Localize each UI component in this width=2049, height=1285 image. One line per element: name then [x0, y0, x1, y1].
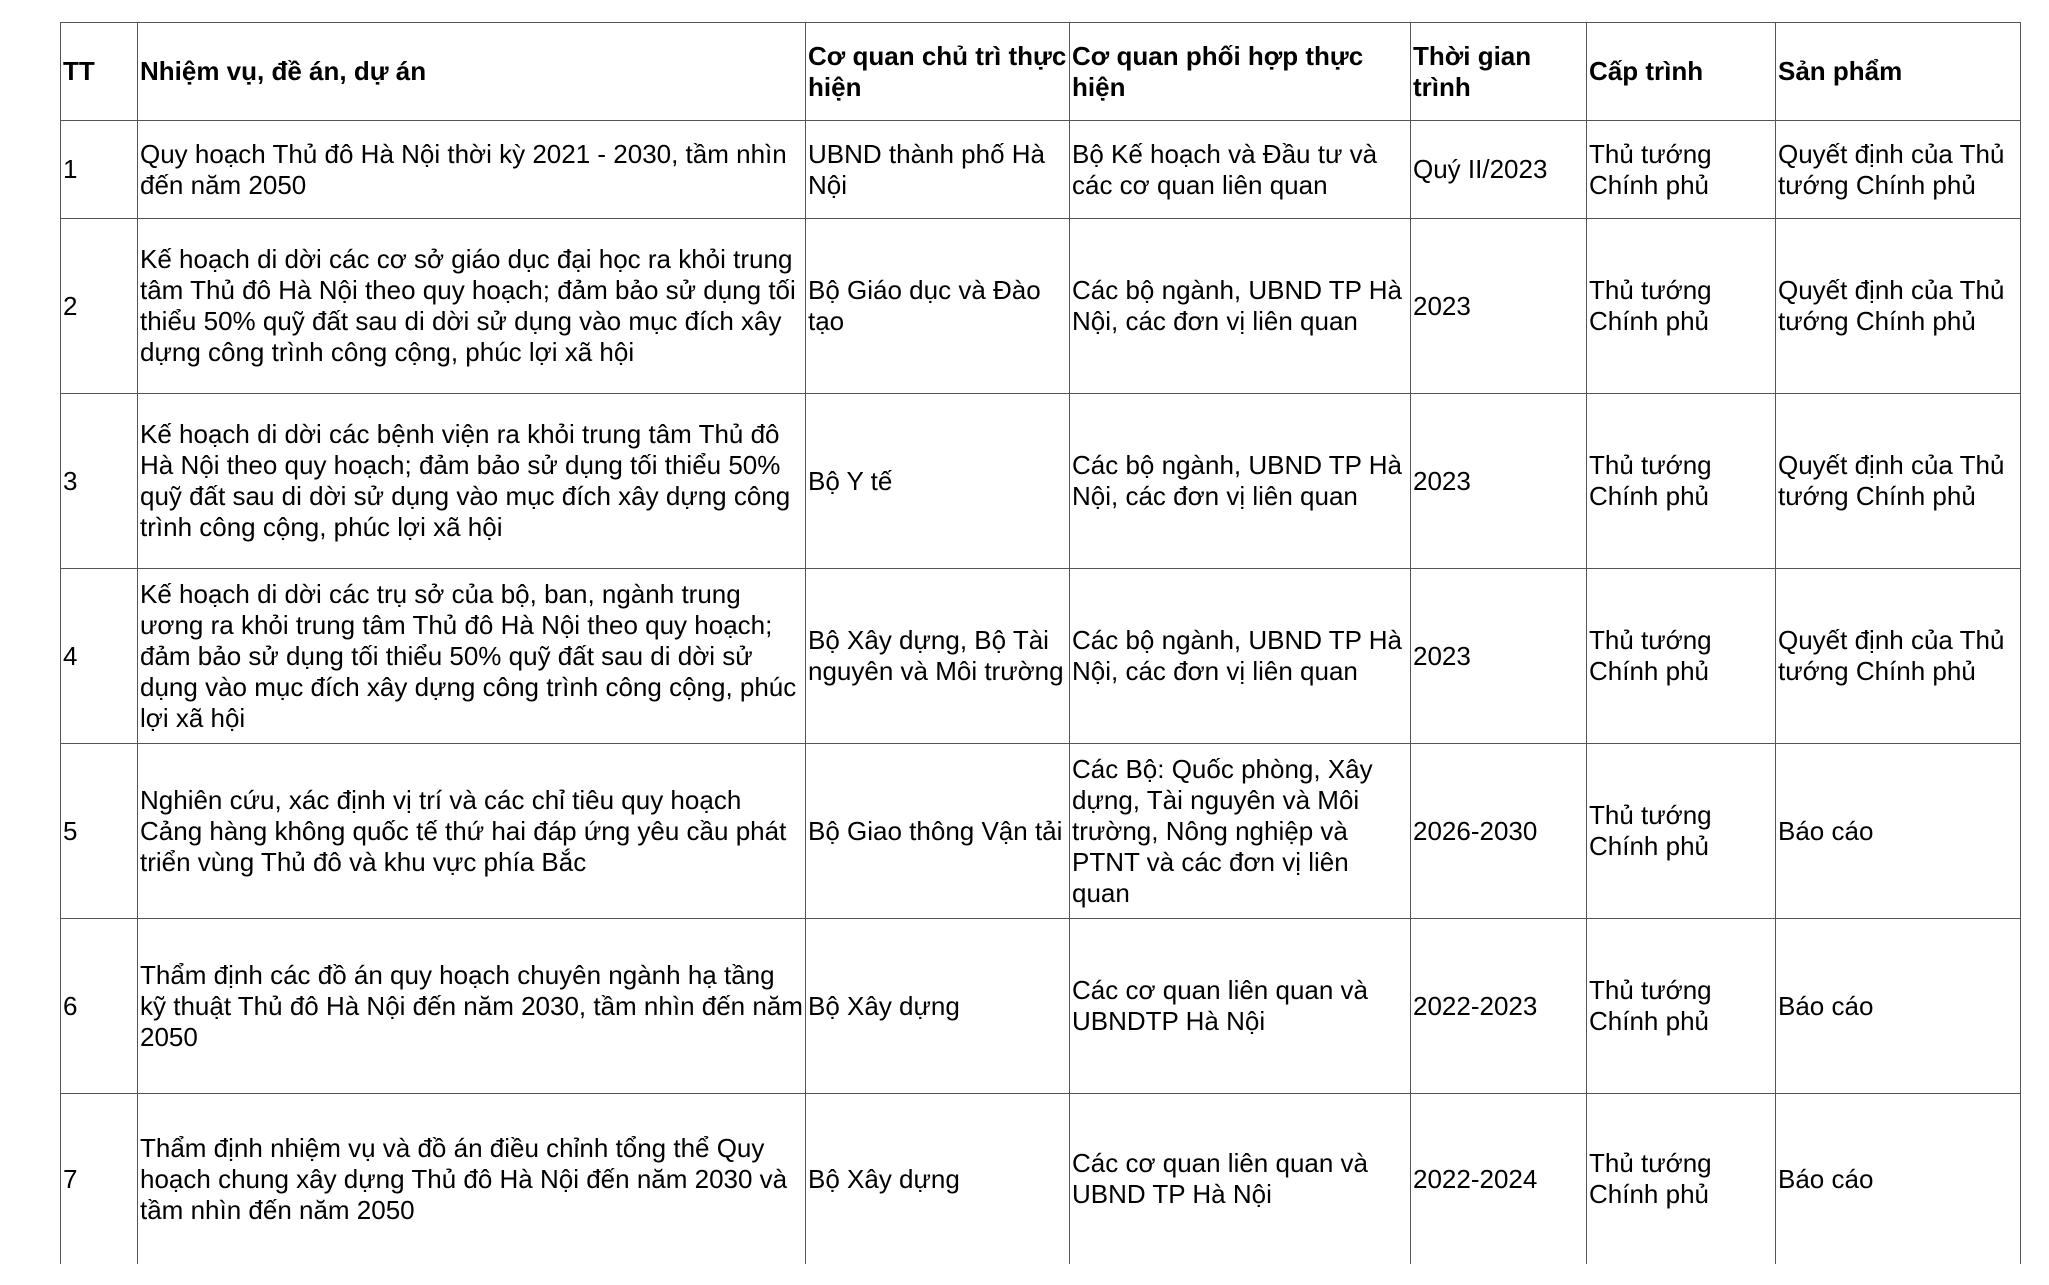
cell-lead-agency: Bộ Xây dựng, Bộ Tài nguyên và Môi trường	[806, 569, 1070, 744]
cell-submission-level: Thủ tướng Chính phủ	[1587, 569, 1776, 744]
cell-submission-level: Thủ tướng Chính phủ	[1587, 394, 1776, 569]
cell-product: Quyết định của Thủ tướng Chính phủ	[1776, 394, 2021, 569]
cell-lead-agency: UBND thành phố Hà Nội	[806, 121, 1070, 219]
cell-submission-time: 2023	[1411, 219, 1587, 394]
cell-partner-agency: Bộ Kế hoạch và Đầu tư và các cơ quan liên quan	[1070, 121, 1411, 219]
cell-product: Quyết định của Thủ tướng Chính phủ	[1776, 219, 2021, 394]
cell-task: Nghiên cứu, xác định vị trí và các chỉ tiêu quy hoạch Cảng hàng không quốc tế thứ hai đáp ứng yêu cầu phát triển vùng Thủ đô và khu vực phía Bắc	[138, 744, 806, 919]
header-row	[61, 23, 2021, 121]
cell-task: Kế hoạch di dời các bệnh viện ra khỏi trung tâm Thủ đô Hà Nội theo quy hoạch; đảm bảo sử dụng tối thiểu 50% quỹ đất sau di dời sử dụng vào mục đích xây dựng công trình công cộng, phúc lợi xã hội	[138, 394, 806, 569]
cell-submission-level: Thủ tướng Chính phủ	[1587, 121, 1776, 219]
cell-submission-level: Thủ tướng Chính phủ	[1587, 744, 1776, 919]
cell-submission-level: Thủ tướng Chính phủ	[1587, 1094, 1776, 1265]
header-task: Nhiệm vụ, đề án, dự án	[138, 23, 806, 121]
header-tt: TT	[61, 23, 138, 121]
cell-partner-agency: Các bộ ngành, UBND TP Hà Nội, các đơn vị liên quan	[1070, 219, 1411, 394]
table-row	[61, 219, 2021, 394]
task-table	[60, 22, 2021, 1264]
table-row	[61, 1094, 2021, 1265]
cell-tt: 4	[61, 569, 138, 744]
cell-task: Thẩm định các đồ án quy hoạch chuyên ngành hạ tầng kỹ thuật Thủ đô Hà Nội đến năm 2030, tầm nhìn đến năm 2050	[138, 919, 806, 1094]
cell-submission-time: 2023	[1411, 569, 1587, 744]
cell-tt: 7	[61, 1094, 138, 1265]
table-row	[61, 394, 2021, 569]
header-submission-time: Thời gian trình	[1411, 23, 1587, 121]
cell-partner-agency: Các bộ ngành, UBND TP Hà Nội, các đơn vị liên quan	[1070, 569, 1411, 744]
cell-submission-level: Thủ tướng Chính phủ	[1587, 919, 1776, 1094]
cell-product: Báo cáo	[1776, 744, 2021, 919]
cell-lead-agency: Bộ Giao thông Vận tải	[806, 744, 1070, 919]
cell-product: Báo cáo	[1776, 1094, 2021, 1265]
header-submission-level: Cấp trình	[1587, 23, 1776, 121]
cell-lead-agency: Bộ Y tế	[806, 394, 1070, 569]
task-table-container	[60, 22, 2020, 1264]
table-row	[61, 919, 2021, 1094]
cell-submission-time: 2023	[1411, 394, 1587, 569]
cell-tt: 6	[61, 919, 138, 1094]
cell-lead-agency: Bộ Giáo dục và Đào tạo	[806, 219, 1070, 394]
cell-lead-agency: Bộ Xây dựng	[806, 1094, 1070, 1265]
cell-partner-agency: Các Bộ: Quốc phòng, Xây dựng, Tài nguyên và Môi trường, Nông nghiệp và PTNT và các đơn vị liên quan	[1070, 744, 1411, 919]
cell-submission-time: Quý II/2023	[1411, 121, 1587, 219]
table-row	[61, 121, 2021, 219]
table-row	[61, 744, 2021, 919]
cell-submission-time: 2026-2030	[1411, 744, 1587, 919]
cell-partner-agency: Các cơ quan liên quan và UBND TP Hà Nội	[1070, 1094, 1411, 1265]
cell-partner-agency: Các cơ quan liên quan và UBNDTP Hà Nội	[1070, 919, 1411, 1094]
cell-partner-agency: Các bộ ngành, UBND TP Hà Nội, các đơn vị liên quan	[1070, 394, 1411, 569]
cell-task: Kế hoạch di dời các trụ sở của bộ, ban, ngành trung ương ra khỏi trung tâm Thủ đô Hà Nội theo quy hoạch; đảm bảo sử dụng tối thiểu 50% quỹ đất sau di dời sử dụng vào mục đích xây dựng công trình công cộng, phúc lợi xã hội	[138, 569, 806, 744]
cell-submission-time: 2022-2024	[1411, 1094, 1587, 1265]
cell-task: Kế hoạch di dời các cơ sở giáo dục đại học ra khỏi trung tâm Thủ đô Hà Nội theo quy hoạch; đảm bảo sử dụng tối thiểu 50% quỹ đất sau di dời sử dụng vào mục đích xây dựng công trình công cộng, phúc lợi xã hội	[138, 219, 806, 394]
table-header	[61, 23, 2021, 121]
cell-task: Quy hoạch Thủ đô Hà Nội thời kỳ 2021 - 2030, tầm nhìn đến năm 2050	[138, 121, 806, 219]
cell-tt: 5	[61, 744, 138, 919]
cell-tt: 2	[61, 219, 138, 394]
cell-tt: 1	[61, 121, 138, 219]
cell-tt: 3	[61, 394, 138, 569]
cell-submission-level: Thủ tướng Chính phủ	[1587, 219, 1776, 394]
header-partner-agency: Cơ quan phối hợp thực hiện	[1070, 23, 1411, 121]
header-lead-agency: Cơ quan chủ trì thực hiện	[806, 23, 1070, 121]
table-row	[61, 569, 2021, 744]
table-body	[61, 121, 2021, 1265]
cell-task: Thẩm định nhiệm vụ và đồ án điều chỉnh tổng thể Quy hoạch chung xây dựng Thủ đô Hà Nội đến năm 2030 và tầm nhìn đến năm 2050	[138, 1094, 806, 1265]
cell-product: Báo cáo	[1776, 919, 2021, 1094]
cell-submission-time: 2022-2023	[1411, 919, 1587, 1094]
cell-lead-agency: Bộ Xây dựng	[806, 919, 1070, 1094]
cell-product: Quyết định của Thủ tướng Chính phủ	[1776, 121, 2021, 219]
header-product: Sản phẩm	[1776, 23, 2021, 121]
cell-product: Quyết định của Thủ tướng Chính phủ	[1776, 569, 2021, 744]
